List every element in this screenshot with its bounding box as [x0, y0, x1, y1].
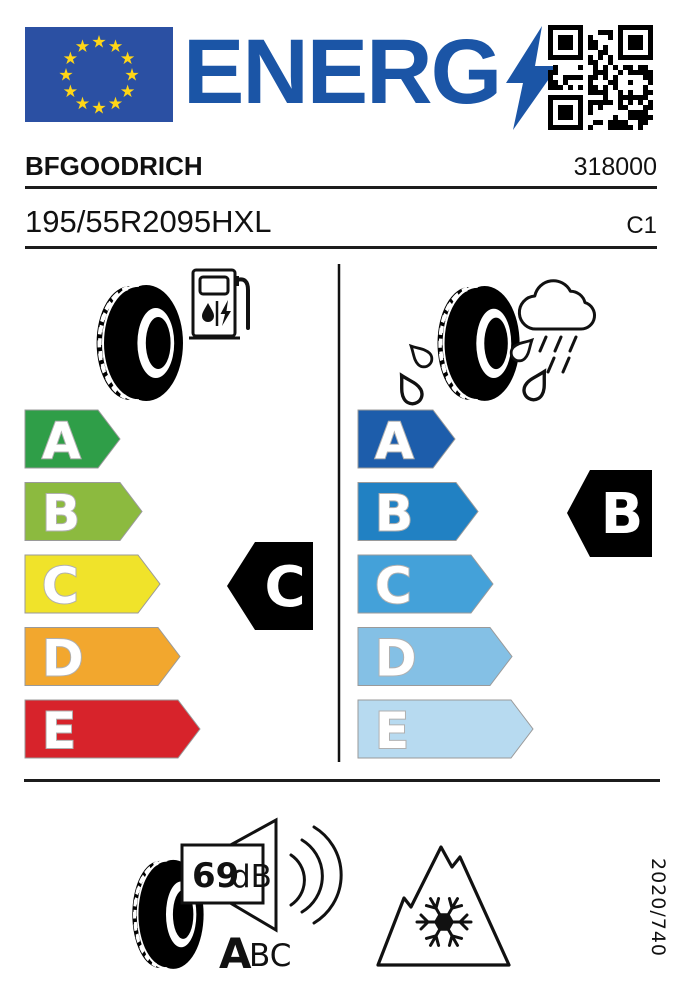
fuel-class-B-letter: B	[42, 484, 81, 543]
energy-title	[183, 21, 558, 130]
sound-waves-icon	[291, 827, 341, 923]
rain-cloud-icon	[519, 281, 594, 372]
wet-class-C-letter: C	[375, 557, 412, 615]
snowflake-mountain-icon	[378, 847, 509, 965]
eu-flag-icon	[25, 27, 173, 122]
electric-bolt-glyph	[221, 300, 232, 326]
fuel-drop-glyph	[202, 303, 214, 322]
wet-class-A-letter: A	[375, 412, 414, 470]
noise-db-value: 69	[192, 856, 240, 896]
wet-class-B-letter: B	[375, 484, 414, 543]
tire-icon	[97, 285, 183, 401]
regulation-number: 2020/740	[647, 858, 669, 958]
fuel-class-C-letter: C	[42, 557, 79, 615]
qr-code	[548, 25, 653, 130]
tire-icon	[438, 286, 520, 401]
fuel-pump-icon	[189, 270, 248, 338]
fuel-class-A-letter: A	[42, 412, 81, 470]
wet-class-D-letter: D	[375, 629, 417, 688]
wet-grip-rating-indicator	[567, 470, 652, 557]
divider	[25, 246, 657, 249]
fuel-rating-indicator	[227, 542, 313, 630]
rain-drops	[540, 337, 576, 372]
tire-class: C1	[626, 212, 657, 239]
tire-size: 195/55R2095HXL	[25, 204, 272, 239]
noise-db-unit: dB	[231, 859, 272, 895]
brand-name: BFGOODRICH	[25, 151, 203, 181]
wet-class-E-letter: E	[375, 702, 410, 760]
divider	[25, 186, 657, 189]
brand-row	[25, 148, 657, 182]
fuel-rating-letter: C	[264, 555, 306, 620]
fuel-class-E-letter: E	[42, 702, 77, 760]
noise-rating-letter: A	[219, 929, 252, 978]
tire-size-row	[25, 202, 657, 240]
noise-icon	[132, 820, 341, 978]
divider	[24, 779, 660, 782]
wet-grip-rating-letter: B	[600, 482, 644, 547]
fuel-class-D-letter: D	[42, 629, 84, 688]
noise-other-classes: BC	[249, 938, 292, 974]
article-number: 318000	[573, 153, 657, 181]
energy-word: ENERG	[183, 21, 501, 123]
